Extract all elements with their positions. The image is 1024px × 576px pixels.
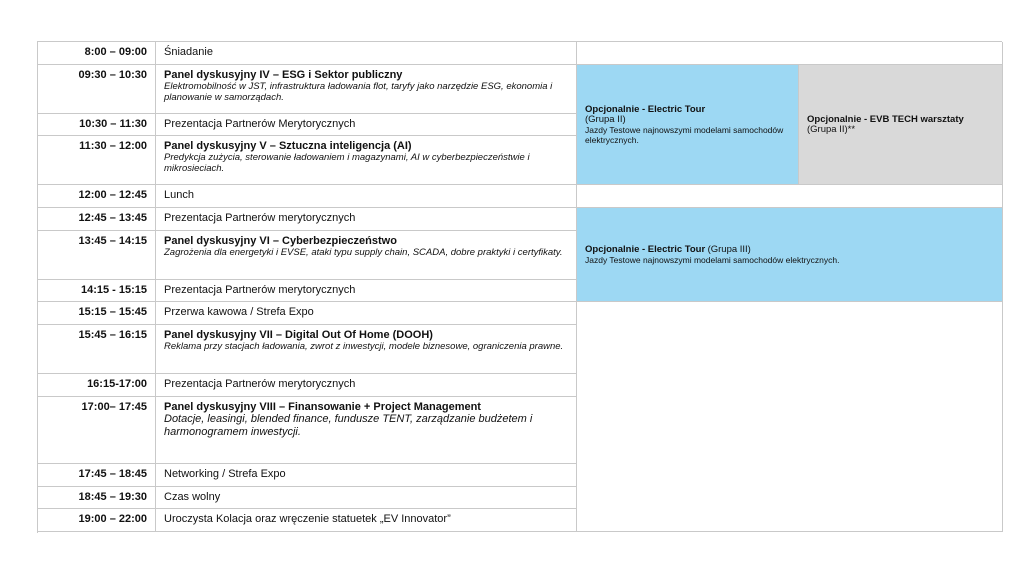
session-cell	[156, 509, 577, 532]
session-cell	[156, 302, 577, 325]
session-cell	[156, 487, 577, 509]
empty-optional-cell	[577, 302, 1003, 532]
session-title: Czas wolny	[164, 491, 221, 503]
session-title: Panel dyskusyjny VII – Digital Out Of Home (DOOH)	[164, 329, 433, 341]
session-subtitle: Zagrożenia dla energetyki i EVSE, ataki typu supply chain, SCADA, dobre praktyki i certyfikaty.	[164, 247, 563, 258]
session-title: Panel dyskusyjny VIII – Finansowanie + Project Management	[164, 401, 481, 413]
session-cell	[156, 185, 577, 208]
session-title: Uroczysta Kolacja oraz wręczenie statuetek „EV Innovator”	[164, 513, 451, 525]
session-title: Networking / Strefa Expo	[164, 468, 286, 480]
time-cell: 16:15-17:00	[38, 374, 156, 397]
optional-electric-tour-group2	[577, 65, 799, 185]
session-title: Przerwa kawowa / Strefa Expo	[164, 306, 314, 318]
agenda-table	[37, 41, 1002, 533]
empty-optional-cell	[577, 185, 1003, 208]
session-cell	[156, 114, 577, 136]
session-cell	[156, 464, 577, 487]
time-cell: 19:00 – 22:00	[38, 509, 156, 532]
time-cell: 17:00– 17:45	[38, 397, 156, 464]
time-cell: 12:00 – 12:45	[38, 185, 156, 208]
time-cell: 09:30 – 10:30	[38, 65, 156, 114]
session-title: Panel dyskusyjny V – Sztuczna inteligencja (AI)	[164, 140, 412, 152]
optional-group: (Grupa II)**	[807, 123, 856, 135]
session-cell	[156, 374, 577, 397]
session-cell	[156, 65, 577, 114]
optional-desc: Jazdy Testowe najnowszymi modelami samochodów elektrycznych.	[585, 124, 784, 145]
session-cell	[156, 231, 577, 280]
session-subtitle: Reklama przy stacjach ładowania, zwrot z inwestycji, modele biznesowe, ograniczenia prawne.	[164, 341, 564, 352]
session-subtitle: Predykcja zużycia, sterowanie ładowaniem i magazynami, AI w cyberbezpieczeństwie i mikrosieciach.	[164, 152, 530, 174]
time-cell: 12:45 – 13:45	[38, 208, 156, 231]
optional-group: (Grupa III)	[707, 244, 751, 255]
optional-evb-tech-workshop	[799, 65, 1003, 185]
session-cell	[156, 325, 577, 374]
optional-title: Opcjonalnie - EVB TECH warsztaty	[807, 113, 964, 125]
session-title: Panel dyskusyjny VI – Cyberbezpieczeństwo	[164, 235, 397, 247]
session-title: Prezentacja Partnerów merytorycznych	[164, 284, 356, 296]
session-title: Śniadanie	[164, 46, 213, 58]
session-title: Prezentacja Partnerów merytorycznych	[164, 212, 356, 224]
time-cell: 14:15 - 15:15	[38, 280, 156, 302]
session-subtitle: Dotacje, leasingi, blended finance, fundusze TENT, zarządzanie budżetem i harmonogramem inwestycji.	[164, 413, 533, 438]
time-cell: 15:45 – 16:15	[38, 325, 156, 374]
session-cell	[156, 208, 577, 231]
session-cell	[156, 280, 577, 302]
time-cell: 8:00 – 09:00	[38, 42, 156, 65]
optional-title: Opcjonalnie - Electric Tour	[585, 244, 706, 255]
session-cell	[156, 42, 577, 65]
optional-title: Opcjonalnie - Electric Tour	[585, 103, 706, 115]
time-cell: 17:45 – 18:45	[38, 464, 156, 487]
time-cell: 11:30 – 12:00	[38, 136, 156, 185]
time-cell: 10:30 – 11:30	[38, 114, 156, 136]
session-title: Panel dyskusyjny IV – ESG i Sektor publiczny	[164, 69, 403, 81]
optional-electric-tour-group3	[577, 208, 1003, 302]
time-cell: 18:45 – 19:30	[38, 487, 156, 509]
time-cell: 13:45 – 14:15	[38, 231, 156, 280]
session-cell	[156, 136, 577, 185]
empty-optional-cell	[577, 42, 1003, 65]
optional-group: (Grupa II)	[585, 113, 626, 125]
session-title: Prezentacja Partnerów Merytorycznych	[164, 118, 356, 130]
session-title: Prezentacja Partnerów merytorycznych	[164, 378, 356, 390]
time-cell: 15:15 – 15:45	[38, 302, 156, 325]
optional-desc: Jazdy Testowe najnowszymi modelami samochodów elektrycznych.	[585, 255, 840, 265]
session-title: Lunch	[164, 189, 194, 201]
session-cell	[156, 397, 577, 464]
session-subtitle: Elektromobilność w JST, infrastruktura ładowania flot, taryfy jako narzędzie ESG, ekonomia i planowanie w samorządach.	[164, 81, 553, 103]
